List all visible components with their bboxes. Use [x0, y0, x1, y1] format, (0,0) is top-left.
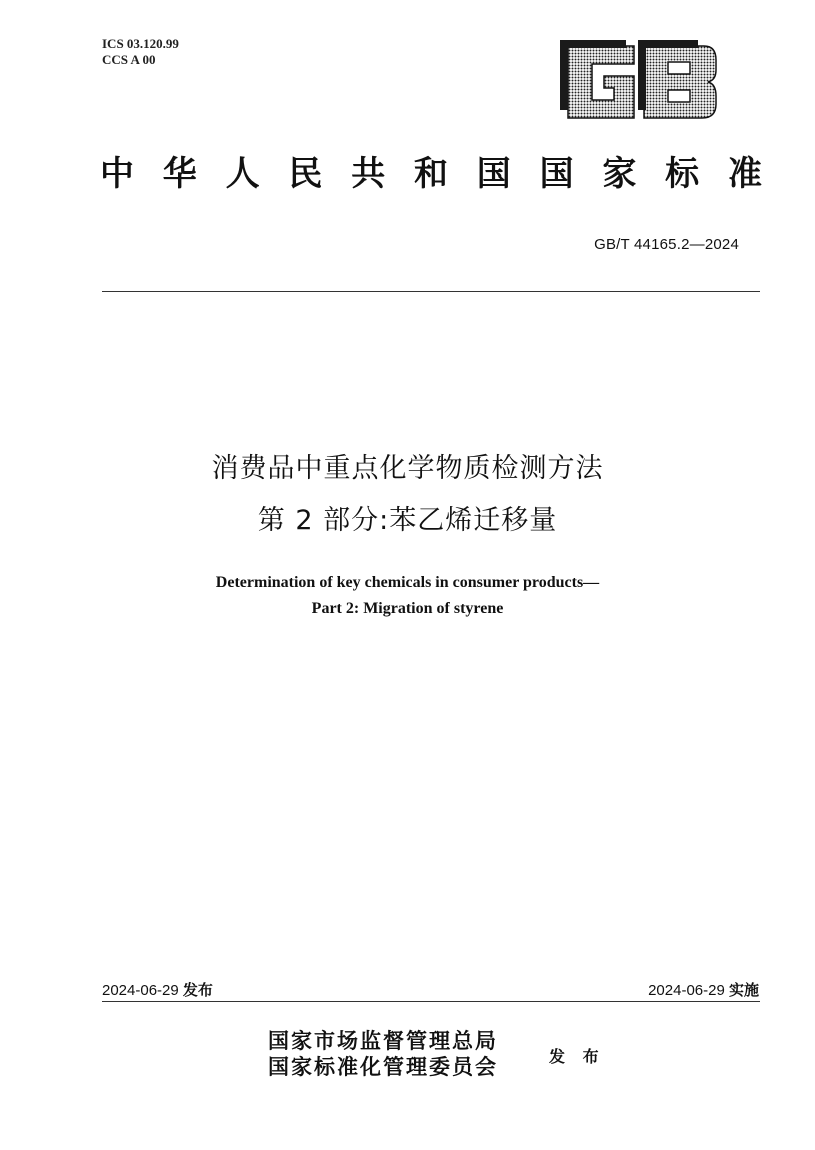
implementation-date — [648, 979, 759, 1000]
chinese-title-line2: 第 2 部分:苯乙烯迁移量 — [257, 505, 558, 536]
ics-code: ICS 03.120.99 — [102, 36, 179, 51]
classification-codes — [102, 36, 179, 68]
implementation-date-label: 实施 — [728, 981, 759, 999]
english-title-line1: Determination of key chemicals in consumer products— — [215, 574, 600, 591]
issuer-line2: 国家标准化管理委员会 — [268, 1054, 498, 1079]
title-char: 家 — [602, 154, 637, 194]
issue-date-value: 2024-06-29 — [102, 982, 179, 999]
title-char: 民 — [288, 154, 323, 194]
title-char: 国 — [476, 154, 511, 194]
issuing-authorities — [268, 1028, 498, 1080]
standard-type-title — [100, 152, 762, 196]
title-char: 和 — [413, 154, 448, 194]
issuer-line1: 国家市场监督管理总局 — [268, 1028, 498, 1053]
title-char: 标 — [665, 154, 700, 194]
issuers-issue-label: 发 布 — [549, 1047, 605, 1066]
chinese-title-line1: 消费品中重点化学物质检测方法 — [211, 453, 604, 484]
implementation-date-value: 2024-06-29 — [648, 982, 725, 999]
title-char: 人 — [225, 154, 260, 194]
ccs-code: CCS A 00 — [102, 52, 156, 67]
top-divider — [102, 291, 760, 292]
title-char: 中 — [100, 154, 134, 194]
bottom-divider — [102, 1001, 760, 1002]
english-title-line2: Part 2: Migration of styrene — [311, 600, 504, 617]
title-char: 华 — [162, 154, 197, 194]
gb-logo — [556, 40, 718, 124]
standard-number: GB/T 44165.2—2024 — [594, 236, 739, 253]
title-char: 国 — [539, 154, 574, 194]
issue-date-label: 发布 — [182, 981, 213, 999]
title-char: 共 — [351, 154, 386, 194]
title-char: 准 — [727, 154, 762, 194]
issue-date — [102, 979, 213, 1000]
